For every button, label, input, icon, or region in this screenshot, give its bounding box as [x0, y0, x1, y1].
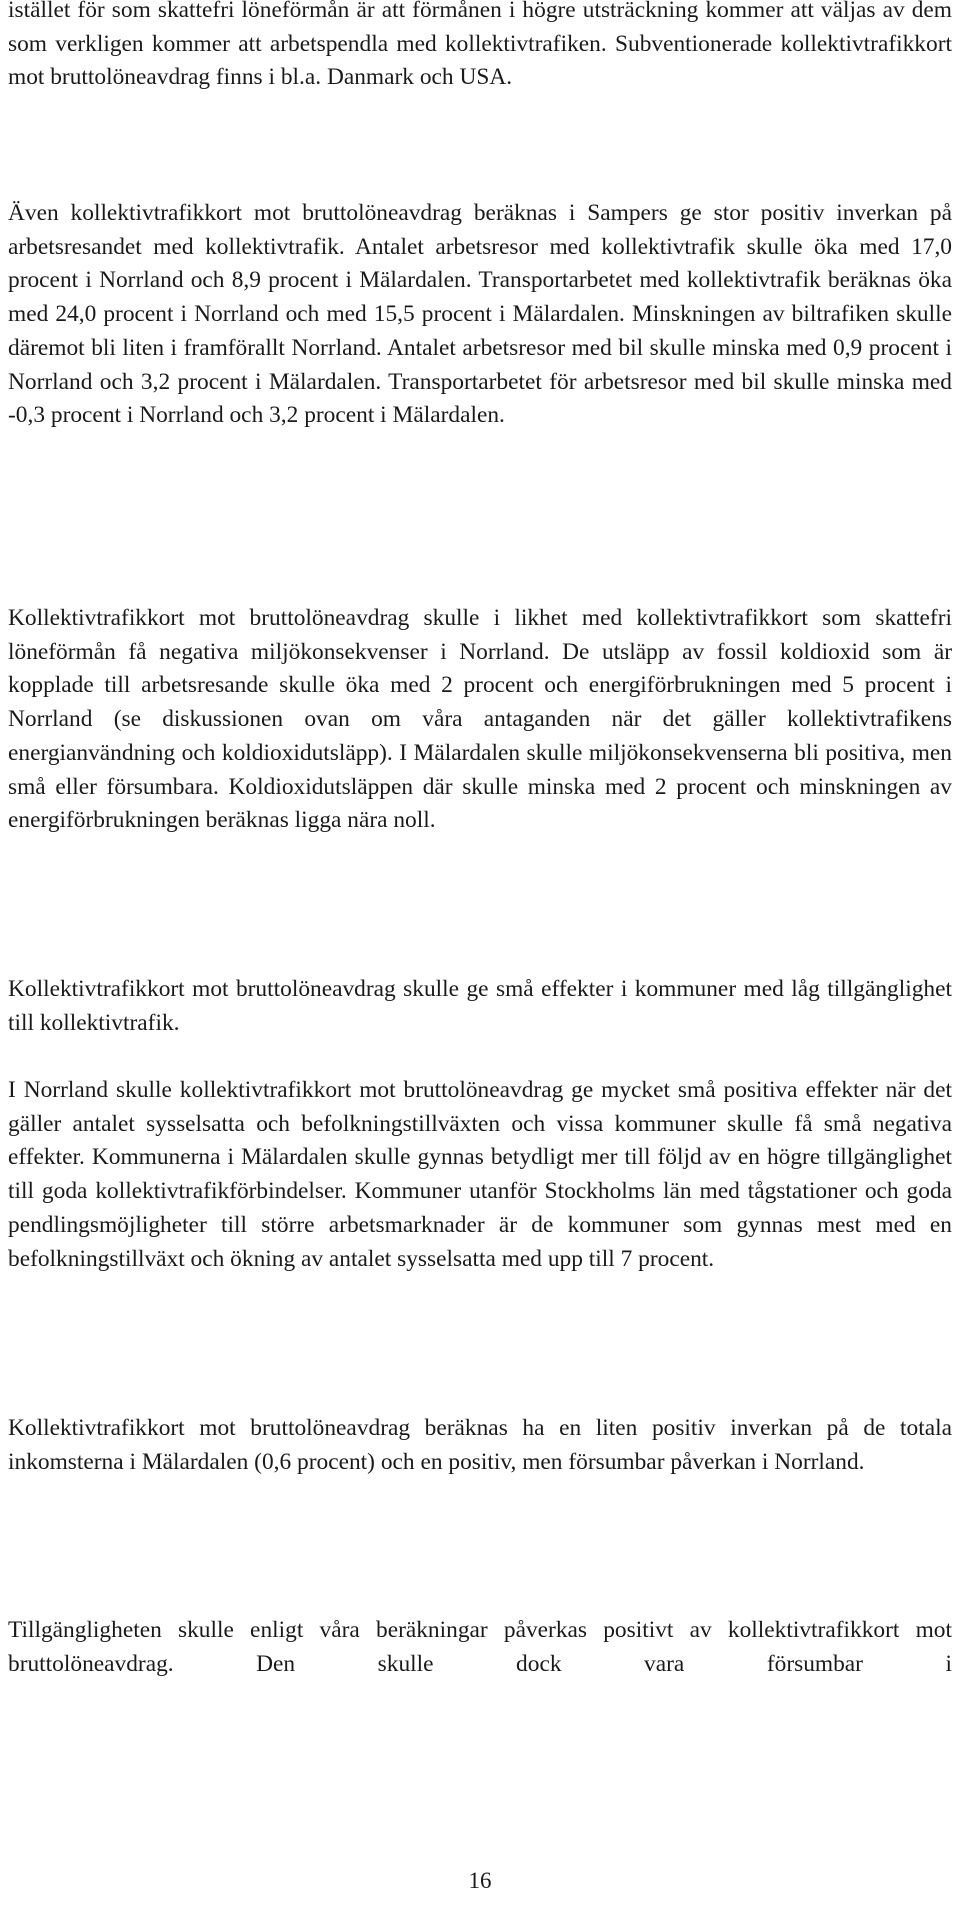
- paragraph-5: I Norrland skulle kollektivtrafikkort mot bruttolöneavdrag ge mycket små positiva effekter när det gäller antalet sysselsatta och befolkningstillväxten och vissa kommuner skulle få små negativa effekter. Kommunerna i Mälardalen skulle gynnas betydligt mer till följd av en högre tillgänglighet till goda kollektivtrafikförbindelser. Kommuner utanför Stockholms län med tågstationer och goda pendlingsmöjligheter till större arbetsmarknader är de kommuner som gynnas mest med en befolkningstillväxt och ökning av antalet sysselsatta med upp till 7 procent.: [8, 1077, 952, 1272]
- paragraph-4: Kollektivtrafikkort mot bruttolöneavdrag skulle ge små effekter i kommuner med låg tillgänglighet till kollektivtrafik.: [8, 976, 952, 1036]
- paragraph-6: Kollektivtrafikkort mot bruttolöneavdrag beräknas ha en liten positiv inverkan på de totala inkomsterna i Mälardalen (0,6 procent) och en positiv, men försumbar påverkan i Norrland.: [8, 1415, 952, 1475]
- page-number: 16: [468, 1868, 492, 1893]
- paragraph-3: Kollektivtrafikkort mot bruttolöneavdrag skulle i likhet med kollektivtrafikkort som skattefri löneförmån få negativa miljökonsekvenser i Norrland. De utsläpp av fossil koldioxid som är kopplade till arbetsresande skulle öka med 2 procent och energiförbrukningen med 5 procent i Norrland (se diskussionen ovan om våra antaganden när det gäller kollektivtrafikens energianvändning och koldioxidutsläpp). I Mälardalen skulle miljökonsekvenserna bli positiva, men små eller försumbara. Koldioxidutsläppen där skulle minska med 2 procent och minskningen av energiförbrukningen beräknas ligga nära noll.: [8, 605, 952, 834]
- paragraph-2: Även kollektivtrafikkort mot bruttolöneavdrag beräknas i Sampers ge stor positiv inverkan på arbetsresandet med kollektivtrafik. Antalet arbetsresor med kollektivtrafik skulle öka med 17,0 procent i Norrland och 8,9 procent i Mälardalen. Transportarbetet med kollektivtrafik beräknas öka med 24,0 procent i Norrland och med 15,5 procent i Mälardalen. Minskningen av biltrafiken skulle däremot bli liten i framförallt Norrland. Antalet arbetsresor med bil skulle minska med 0,9 procent i Norrland och 3,2 procent i Mälardalen. Transportarbetet för arbetsresor med bil skulle minska med -0,3 procent i Norrland och 3,2 procent i Mälardalen.: [8, 200, 952, 429]
- paragraph-7: Tillgängligheten skulle enligt våra beräkningar påverkas positivt av kollektivtrafikkort mot bruttolöneavdrag. Den skulle dock vara försumbar i: [8, 1617, 952, 1677]
- paragraph-1: istället för som skattefri löneförmån är att förmånen i högre utsträckning kommer att väljas av dem som verkligen kommer att arbetspendla med kollektivtrafiken. Subventionerade kollektivtrafikkort mot bruttolöneavdrag finns i bl.a. Danmark och USA.: [8, 0, 952, 91]
